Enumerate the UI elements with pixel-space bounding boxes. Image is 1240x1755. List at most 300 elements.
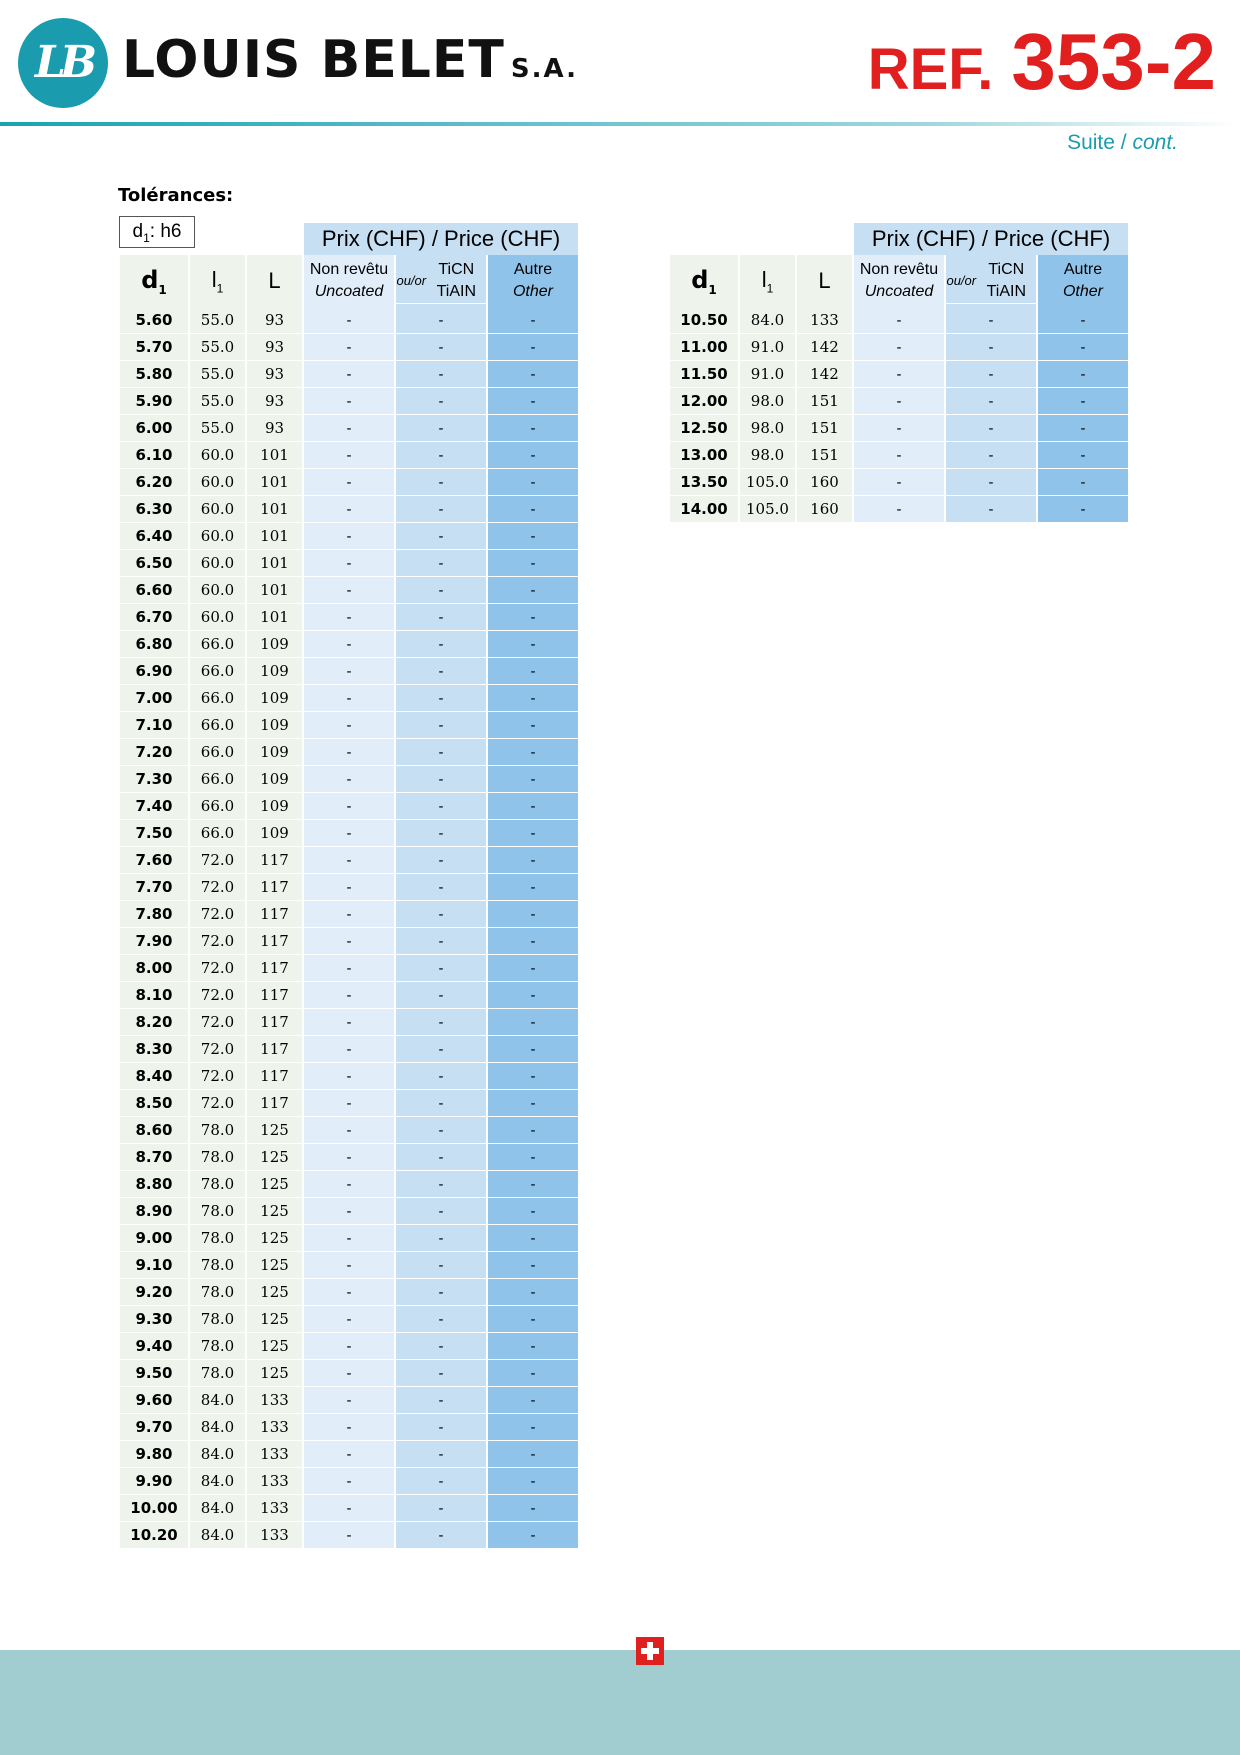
cell-price-uncoated: - [304,1306,394,1333]
cell-flute-length: 78.0 [190,1279,245,1306]
table-row [120,820,578,847]
cell-price-coated: - [396,388,486,415]
swiss-flag-icon [636,1637,664,1665]
cell-total-length: 101 [247,604,302,631]
price-title: Prix (CHF) / Price (CHF) [854,223,1128,255]
cont-text: cont. [1132,131,1178,154]
cell-flute-length: 55.0 [190,334,245,361]
cell-total-length: 125 [247,1306,302,1333]
cell-price-uncoated: - [304,847,394,874]
page-footer-band [0,1650,1240,1755]
cell-price-uncoated: - [304,577,394,604]
cell-flute-length: 91.0 [740,361,795,388]
cell-price-other: - [488,1306,578,1333]
logo-text: LB [34,37,92,88]
table-row [120,1468,578,1495]
d-sub: 1 [158,282,167,297]
cell-price-other: - [488,874,578,901]
col-header-d1 [670,255,738,307]
cell-price-coated: - [396,1252,486,1279]
table-row [670,388,1128,415]
cell-total-length: 93 [247,334,302,361]
cell-diameter: 8.90 [120,1198,188,1225]
cell-price-coated: - [396,1117,486,1144]
cell-price-other: - [488,1090,578,1117]
cell-total-length: 142 [797,334,852,361]
cell-flute-length: 66.0 [190,685,245,712]
cell-flute-length: 78.0 [190,1333,245,1360]
continuation-label [1067,131,1178,155]
cell-diameter: 11.00 [670,334,738,361]
table-row [120,658,578,685]
cell-diameter: 5.60 [120,307,188,334]
cell-diameter: 5.80 [120,361,188,388]
cell-total-length: 151 [797,388,852,415]
cell-total-length: 151 [797,415,852,442]
cell-total-length: 125 [247,1117,302,1144]
cell-flute-length: 60.0 [190,523,245,550]
cell-price-uncoated: - [304,1009,394,1036]
cell-price-uncoated: - [304,1360,394,1387]
table-row [120,1171,578,1198]
cell-total-length: 101 [247,550,302,577]
cell-price-uncoated: - [304,1522,394,1549]
cell-total-length: 101 [247,523,302,550]
cell-total-length: 125 [247,1252,302,1279]
cell-total-length: 133 [797,307,852,334]
table-row [120,766,578,793]
left-table-body [120,307,578,1549]
cell-diameter: 9.30 [120,1306,188,1333]
cell-price-coated: - [946,307,1036,334]
cell-price-uncoated: - [304,793,394,820]
cell-diameter: 6.50 [120,550,188,577]
table-row [120,1225,578,1252]
table-row [120,1117,578,1144]
cell-flute-length: 72.0 [190,1063,245,1090]
cell-price-coated: - [946,361,1036,388]
cell-price-other: - [488,658,578,685]
cell-total-length: 133 [247,1468,302,1495]
table-row [120,712,578,739]
table-row [120,496,578,523]
cell-flute-length: 78.0 [190,1306,245,1333]
cell-price-uncoated: - [854,334,944,361]
cell-price-other: - [488,739,578,766]
col-header-uncoated [304,255,394,307]
other-fr: Autre [1063,261,1103,278]
cell-price-uncoated: - [304,658,394,685]
cell-price-uncoated: - [304,1387,394,1414]
cell-price-other: - [488,1279,578,1306]
cell-flute-length: 66.0 [190,739,245,766]
suite-text: Suite / [1067,131,1127,154]
table-row [120,847,578,874]
table-row [120,1090,578,1117]
tialn-label: TiAIN [986,282,1026,300]
cell-flute-length: 66.0 [190,793,245,820]
price-table-left [118,223,580,1549]
cell-total-length: 133 [247,1387,302,1414]
col-header-other [488,255,578,307]
cell-total-length: 125 [247,1144,302,1171]
cell-flute-length: 84.0 [190,1522,245,1549]
cell-diameter: 8.60 [120,1117,188,1144]
cell-total-length: 125 [247,1333,302,1360]
cell-total-length: 117 [247,1063,302,1090]
cell-price-other: - [488,415,578,442]
cell-flute-length: 55.0 [190,307,245,334]
reference-number [868,16,1216,108]
header-spacer [120,223,302,255]
cell-price-other: - [1038,442,1128,469]
col-header-l1 [190,255,245,307]
cell-price-other: - [488,1009,578,1036]
cell-price-uncoated: - [304,1090,394,1117]
cell-flute-length: 105.0 [740,496,795,523]
cell-price-uncoated: - [304,1198,394,1225]
cell-price-coated: - [396,307,486,334]
cell-price-uncoated: - [304,415,394,442]
cell-price-uncoated: - [304,712,394,739]
cell-total-length: 142 [797,361,852,388]
cell-total-length: 125 [247,1225,302,1252]
cell-total-length: 93 [247,388,302,415]
cell-flute-length: 72.0 [190,928,245,955]
cell-price-uncoated: - [854,307,944,334]
cell-total-length: 109 [247,820,302,847]
cell-price-other: - [488,1171,578,1198]
uncoated-fr: Non revêtu [309,261,389,278]
cell-price-uncoated: - [304,982,394,1009]
cell-price-uncoated: - [304,442,394,469]
cell-price-coated: - [396,1171,486,1198]
cell-price-uncoated: - [304,1225,394,1252]
cell-flute-length: 72.0 [190,901,245,928]
table-row [120,1441,578,1468]
cell-price-coated: - [396,955,486,982]
cell-diameter: 6.60 [120,577,188,604]
l1-symbol: l [211,266,217,292]
table-row [120,1414,578,1441]
cell-total-length: 93 [247,415,302,442]
coating-names [977,259,1036,304]
cell-price-uncoated: - [304,1495,394,1522]
cell-price-uncoated: - [304,766,394,793]
cell-price-coated: - [946,442,1036,469]
cell-price-uncoated: - [304,901,394,928]
cell-flute-length: 78.0 [190,1360,245,1387]
col-header-l1 [740,255,795,307]
other-en: Other [1062,283,1103,300]
cell-flute-length: 78.0 [190,1252,245,1279]
cell-price-other: - [488,685,578,712]
cell-diameter: 13.00 [670,442,738,469]
cell-price-uncoated: - [304,739,394,766]
cell-diameter: 12.50 [670,415,738,442]
cell-price-other: - [488,1117,578,1144]
cell-flute-length: 84.0 [740,307,795,334]
cell-total-length: 133 [247,1414,302,1441]
table-row [120,577,578,604]
cell-flute-length: 84.0 [190,1441,245,1468]
cell-price-other: - [1038,469,1128,496]
col-header-coated [396,255,486,307]
cell-price-coated: - [396,631,486,658]
table-row [120,901,578,928]
cell-price-coated: - [396,874,486,901]
cell-price-other: - [488,1414,578,1441]
cell-price-coated: - [946,334,1036,361]
cell-price-coated: - [946,496,1036,523]
cell-diameter: 8.20 [120,1009,188,1036]
table-row [120,1036,578,1063]
company-suffix: S.A. [510,54,578,84]
cell-price-coated: - [396,928,486,955]
cell-total-length: 93 [247,307,302,334]
cell-total-length: 117 [247,1036,302,1063]
table-row [120,361,578,388]
cell-total-length: 160 [797,496,852,523]
cell-flute-length: 72.0 [190,847,245,874]
cell-price-other: - [488,820,578,847]
cell-total-length: 160 [797,469,852,496]
cell-flute-length: 72.0 [190,1009,245,1036]
cell-total-length: 117 [247,982,302,1009]
cell-price-coated: - [396,361,486,388]
cell-diameter: 6.80 [120,631,188,658]
cell-flute-length: 98.0 [740,388,795,415]
table-row [120,1144,578,1171]
table-row [120,685,578,712]
cell-total-length: 101 [247,577,302,604]
table-row [670,415,1128,442]
cell-diameter: 9.80 [120,1441,188,1468]
cell-price-coated: - [396,1468,486,1495]
cell-diameter: 9.60 [120,1387,188,1414]
cell-price-coated: - [946,388,1036,415]
cell-total-length: 117 [247,928,302,955]
cell-diameter: 10.20 [120,1522,188,1549]
cell-price-uncoated: - [304,1063,394,1090]
cell-price-coated: - [396,1306,486,1333]
cell-price-other: - [488,766,578,793]
cell-flute-length: 72.0 [190,874,245,901]
uncoated-en: Uncoated [864,283,934,300]
header-divider [0,122,1240,126]
cell-diameter: 6.70 [120,604,188,631]
oror-label: ou/or [396,259,427,304]
right-table-body [670,307,1128,523]
cell-price-coated: - [396,550,486,577]
cell-flute-length: 84.0 [190,1414,245,1441]
table-row [120,1495,578,1522]
cell-total-length: 101 [247,469,302,496]
table-row [120,1198,578,1225]
cell-diameter: 10.00 [120,1495,188,1522]
cell-price-uncoated: - [304,550,394,577]
cell-total-length: 117 [247,1009,302,1036]
cell-diameter: 9.90 [120,1468,188,1495]
cell-total-length: 151 [797,442,852,469]
cell-flute-length: 55.0 [190,361,245,388]
page-header [0,0,1240,130]
table-row [670,307,1128,334]
cell-price-uncoated: - [304,1144,394,1171]
table-row [120,550,578,577]
cell-diameter: 11.50 [670,361,738,388]
cell-price-other: - [488,604,578,631]
cell-total-length: 109 [247,685,302,712]
cell-diameter: 8.30 [120,1036,188,1063]
cell-diameter: 7.10 [120,712,188,739]
cell-total-length: 109 [247,631,302,658]
cell-diameter: 12.00 [670,388,738,415]
cell-price-other: - [488,1144,578,1171]
cell-total-length: 117 [247,901,302,928]
cell-price-coated: - [396,1360,486,1387]
cell-diameter: 5.70 [120,334,188,361]
table-row [120,1252,578,1279]
table-row [670,469,1128,496]
cell-price-coated: - [396,658,486,685]
cell-price-other: - [488,631,578,658]
cell-diameter: 6.20 [120,469,188,496]
cell-diameter: 7.60 [120,847,188,874]
table-row [120,928,578,955]
cell-price-uncoated: - [304,1333,394,1360]
cell-price-coated: - [396,1522,486,1549]
cell-price-other: - [1038,307,1128,334]
cell-price-other: - [488,307,578,334]
cell-price-uncoated: - [304,1252,394,1279]
table-row [670,496,1128,523]
cell-flute-length: 66.0 [190,766,245,793]
cell-price-other: - [488,1225,578,1252]
cell-total-length: 109 [247,712,302,739]
table-row [120,415,578,442]
cell-total-length: 125 [247,1279,302,1306]
cell-diameter: 8.10 [120,982,188,1009]
cell-price-other: - [1038,415,1128,442]
coating-names [427,259,486,304]
cell-total-length: 101 [247,442,302,469]
tolerance-value: : h6 [149,221,182,242]
cell-price-coated: - [396,847,486,874]
cell-price-other: - [488,577,578,604]
cell-price-uncoated: - [304,469,394,496]
table-row [120,1009,578,1036]
cell-diameter: 7.90 [120,928,188,955]
cell-price-uncoated: - [304,604,394,631]
cell-price-other: - [488,847,578,874]
cell-diameter: 7.80 [120,901,188,928]
cell-price-uncoated: - [304,307,394,334]
cell-flute-length: 60.0 [190,496,245,523]
cell-diameter: 13.50 [670,469,738,496]
table-row [120,1360,578,1387]
cell-price-coated: - [396,982,486,1009]
cell-price-coated: - [396,604,486,631]
cell-price-coated: - [396,1036,486,1063]
d-sub: 1 [708,282,717,297]
cell-flute-length: 84.0 [190,1495,245,1522]
cell-price-other: - [488,496,578,523]
cell-price-other: - [488,1441,578,1468]
d-symbol: d [691,265,709,294]
cell-price-coated: - [396,523,486,550]
cell-total-length: 117 [247,955,302,982]
cell-price-uncoated: - [304,631,394,658]
cell-price-uncoated: - [304,1279,394,1306]
cell-price-coated: - [396,334,486,361]
other-en: Other [512,283,553,300]
cell-price-coated: - [396,1333,486,1360]
ref-label: REF. [867,37,994,102]
cell-flute-length: 78.0 [190,1198,245,1225]
cell-price-uncoated: - [304,388,394,415]
cell-price-other: - [488,1360,578,1387]
cell-price-coated: - [396,901,486,928]
table-row [120,1306,578,1333]
cell-price-uncoated: - [304,820,394,847]
cell-total-length: 109 [247,739,302,766]
cell-flute-length: 60.0 [190,604,245,631]
cell-price-other: - [488,1522,578,1549]
table-row [120,874,578,901]
other-fr: Autre [513,261,553,278]
tolerance-symbol: d [132,221,144,242]
ref-number: 353-2 [1011,17,1216,106]
cell-price-other: - [488,712,578,739]
cell-diameter: 14.00 [670,496,738,523]
cell-diameter: 9.40 [120,1333,188,1360]
cell-price-coated: - [396,820,486,847]
cell-flute-length: 55.0 [190,415,245,442]
tolerances-label: Tolérances: [118,185,234,206]
cell-diameter: 8.50 [120,1090,188,1117]
cell-price-uncoated: - [854,361,944,388]
cell-total-length: 133 [247,1441,302,1468]
cell-total-length: 117 [247,847,302,874]
cell-price-coated: - [396,793,486,820]
table-row [120,1387,578,1414]
cell-diameter: 6.10 [120,442,188,469]
cell-price-other: - [1038,361,1128,388]
col-header-coated [946,255,1036,307]
cell-price-coated: - [396,1414,486,1441]
table-row [120,793,578,820]
cell-price-other: - [488,901,578,928]
cell-price-uncoated: - [304,1468,394,1495]
table-row [120,523,578,550]
cell-flute-length: 66.0 [190,712,245,739]
cell-price-uncoated: - [854,442,944,469]
cell-flute-length: 66.0 [190,820,245,847]
cell-total-length: 117 [247,1090,302,1117]
cell-total-length: 109 [247,766,302,793]
cell-flute-length: 72.0 [190,982,245,1009]
cell-price-other: - [1038,388,1128,415]
cell-price-coated: - [396,739,486,766]
table-row [120,982,578,1009]
cell-diameter: 7.70 [120,874,188,901]
cell-price-uncoated: - [304,685,394,712]
cell-total-length: 109 [247,658,302,685]
cell-flute-length: 84.0 [190,1468,245,1495]
cell-price-other: - [488,550,578,577]
oror-label: ou/or [946,259,977,304]
